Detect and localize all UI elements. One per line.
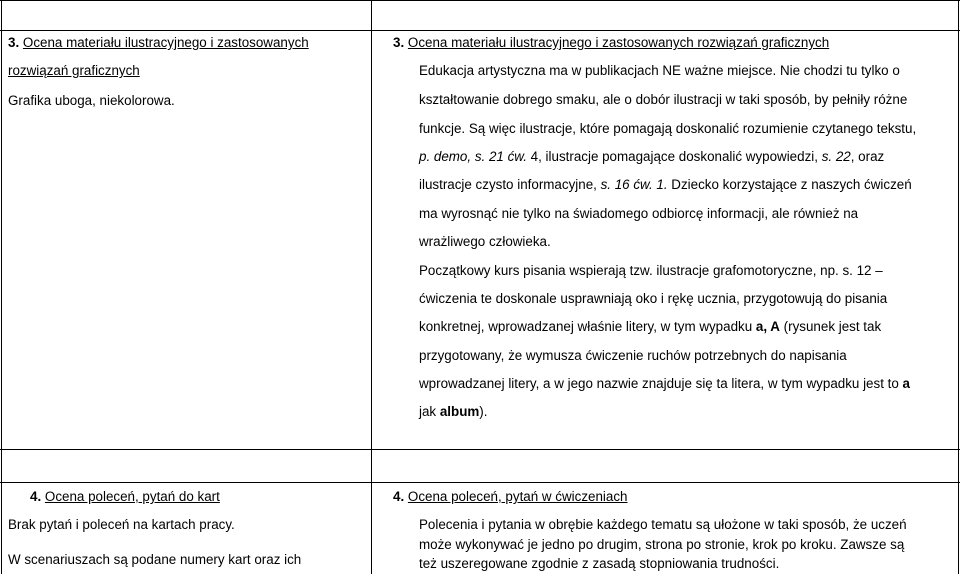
section3-left-heading-number: 3. [8,35,20,50]
section3-right-line: ma wyrosnąć nie tylko na świadomego odbiorcę informacji, ale również na [419,206,859,221]
section3-right-line: przygotowany, że wymusza ćwiczenie ruchów potrzebnych do napisania [419,348,847,363]
section4-left-heading-text: Ocena poleceń, pytań do kart [44,489,220,504]
bold-letters: a, A [755,319,780,334]
table-row-divider [0,30,960,31]
table-border-right [958,0,959,574]
section4-left-line: Brak pytań i poleceń na kartach pracy. [8,517,235,532]
section3-right-line [419,176,912,194]
section3-right-text: konkretnej, wprowadzanej właśnie litery, w tym wypadku [419,319,756,334]
section3-left-heading-line1: Ocena materiału ilustracyjnego i zastosowanych [22,35,309,50]
section3-right-line [419,148,884,166]
section3-left-heading-line2: rozwiązań graficznych [8,63,140,78]
section3-right-text: , oraz [850,149,885,164]
section3-right-line [419,403,487,421]
section4-right-line: Polecenia i pytania w obrębie każdego tematu są ułożone w taki sposób, że uczeń [419,517,907,532]
section4-right-heading [393,488,628,506]
section3-right-heading-text: Ocena materiału ilustracyjnego i zastosowanych rozwiązań graficznych [407,35,830,50]
section3-right-text: ilustracje czysto informacyjne, [419,177,601,192]
reference-number: 4 [530,149,539,164]
section3-right-text: ). [479,404,488,419]
section3-right-text: Dziecko korzystające z naszych ćwiczeń [667,177,912,192]
section3-right-line [419,375,910,393]
section3-left-heading [8,34,309,52]
section4-right-line: też uszeregowane zgodnie z zasadą stopniowania trudności. [419,556,780,571]
section4-right-heading-number: 4. [393,489,405,504]
section4-left-heading [30,488,220,506]
section3-left-body: Grafika uboga, niekolorowa. [8,93,175,108]
section4-left-heading-number: 4. [30,489,42,504]
section3-right-text: wprowadzanej litery, a w jego nazwie znajduje się ta litera, w tym wypadku jest to [419,376,903,391]
reference-demo: p. demo, s. 21 ćw. [419,149,531,164]
section3-right-line: Edukacja artystyczna ma w publikacjach NE ważne miejsce. Nie chodzi tu tylko o [419,63,900,78]
bold-word: album [439,404,480,419]
section3-right-heading-number: 3. [393,35,405,50]
section3-right-text: , ilustracje pomagające doskonalić wypowiedzi, [538,149,822,164]
table-border-top [0,0,960,1]
section3-right-line: kształtowanie dobrego smaku, ale o dobór ilustracji w taki sposób, by pełniły różne [419,92,908,107]
section3-right-line: funkcje. Są więc ilustracje, które pomagają doskonalić rozumienie czytanego tekstu, [419,121,917,136]
table-column-divider [371,0,372,574]
table-border-left [1,0,2,574]
bold-letter: a [902,376,910,391]
reference-page: s. 16 ćw. 1. [600,177,668,192]
section3-right-line: ćwiczenia te doskonale usprawniają oko i rękę ucznia, przygotowują do pisania [419,291,888,306]
section4-left-line: W scenariuszach są podane numery kart oraz ich [8,552,302,567]
section3-right-line [419,318,881,336]
section3-right-text: (rysunek jest tak [779,319,882,334]
section3-right-text: jak [419,404,440,419]
section4-right-heading-text: Ocena poleceń, pytań w ćwiczeniach [407,489,628,504]
reference-page: s. 22 [821,149,851,164]
table-row-divider [0,449,960,450]
section3-right-line: Początkowy kurs pisania wspierają tzw. ilustracje grafomotoryczne, np. s. 12 – [419,263,883,278]
table-row-divider [0,482,960,483]
section3-right-line: wrażliwego człowieka. [419,234,551,249]
section3-right-heading [393,34,829,52]
section4-right-line: może wykonywać je jedno po drugim, strona po stronie, krok po kroku. Zawsze są [419,537,905,552]
